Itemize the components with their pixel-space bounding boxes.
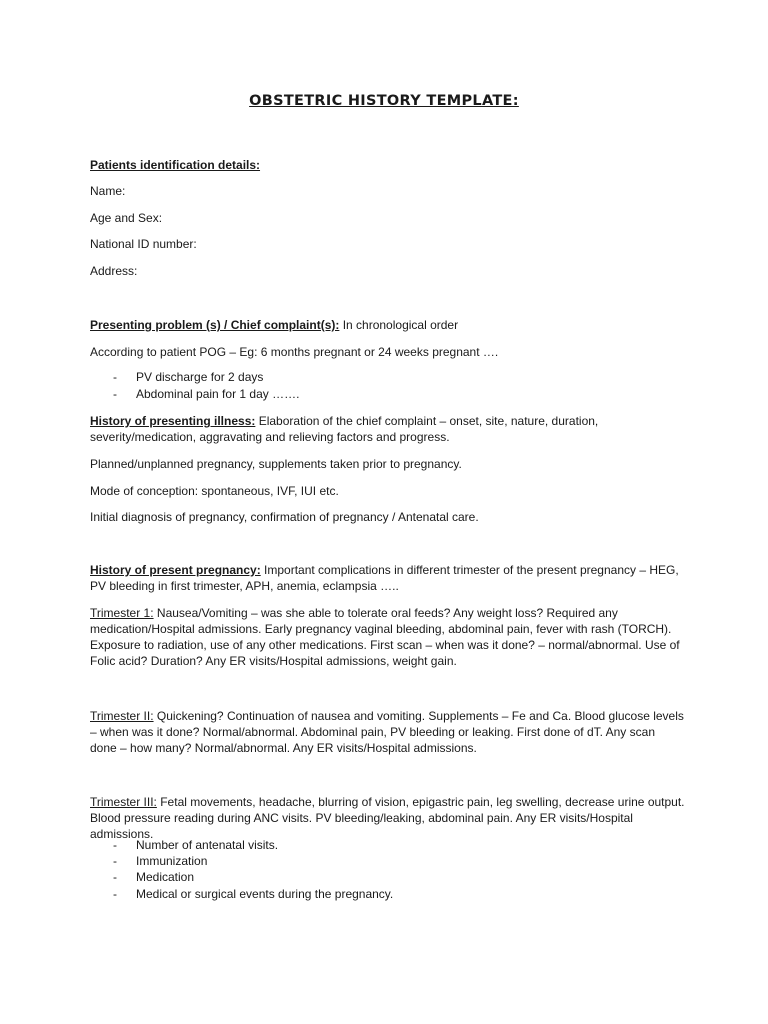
present-pregnancy-heading: History of present pregnancy:	[90, 563, 261, 577]
presenting-problem-heading: Presenting problem (s) / Chief complaint(s):	[90, 318, 340, 332]
bullet-marker: -	[113, 387, 117, 401]
bullet-marker: -	[113, 870, 117, 884]
pog-line: According to patient POG – Eg: 6 months pregnant or 24 weeks pregnant ….	[90, 345, 499, 359]
field-address: Address:	[90, 264, 138, 278]
field-national-id: National ID number:	[90, 237, 197, 251]
document-page: OBSTETRIC HISTORY TEMPLATE: Patients identification details: Name: Age and Sex: National ID number: Address: Presenting problem (s) / Chief complaint(s): In chronological order According to patient POG – Eg: 6 months pregnant or 24 weeks pregnant …. - PV discharge for 2 days - Abdominal pain for 1 day ……. History of presenting illness: Elaboration of the chief complaint – onset, site, nature, duration, severity/medication, aggravating and relieving factors and progress. Planned/unplanned pregnancy, supplements taken prior to pregnancy. Mode of conception: spontaneous, IVF, IUI etc. Initial diagnosis of pregnancy, confirmation of pregnancy / Antenatal care. History of present pregnancy: Important complications in different trimester of the present pregnancy – HEG, PV bleeding in first trimester, APH, anemia, eclampsia ….. Trimester 1: Nausea/Vomiting – was she able to tolerate oral feeds? Any weight loss? Required any medication/Hospital admissions. Early pregnancy vaginal bleeding, abdominal pain, fever with rash (TORCH). Exposure to radiation, use of any other medications. First scan – when was it done? – normal/abnormal. Use of Folic acid? Duration? Any ER visits/Hospital admissions, weight gain. Trimester II: Quickening? Continuation of nausea and vomiting. Supplements – Fe and Ca. Blood glucose levels – when was it done? Normal/abnormal. Abdominal pain, PV bleeding or leaking. First done of dT. Any scan done – how many? Normal/abnormal. Any ER visits/Hospital admissions. Trimester III: Fetal movements, headache, blurring of vision, epigastric pain, leg swelling, decrease urine output. Blood pressure reading during ANC visits. PV bleeding/leaking, abdominal pain. Any ER visits/Hospital admissions. - Number of antenatal visits. - Immunization - Medication - Medical or surgical events during the pregnancy.	[0, 0, 768, 1024]
hpi-heading: History of presenting illness:	[90, 414, 256, 428]
trimester-3-paragraph: Trimester III: Fetal movements, headache, blurring of vision, epigastric pain, leg swelling, decrease urine output. Blood pressure reading during ANC visits. PV bleeding/leaking, abdominal pain. Any ER visits/Hospital admissions.	[90, 795, 685, 841]
identification-heading: Patients identification details:	[90, 158, 261, 172]
trimester-3-label: Trimester III:	[90, 795, 157, 809]
field-age-sex: Age and Sex:	[90, 211, 163, 225]
conception-line: Mode of conception: spontaneous, IVF, IUI etc.	[90, 484, 339, 498]
bullet-marker: -	[113, 838, 117, 852]
presenting-problem-note: In chronological order	[339, 318, 459, 332]
present-pregnancy-paragraph: History of present pregnancy: Important complications in different trimester of the present pregnancy – HEG, PV bleeding in first trimester, APH, anemia, eclampsia …..	[90, 563, 679, 593]
document-title: OBSTETRIC HISTORY TEMPLATE:	[249, 93, 519, 109]
field-name: Name:	[90, 184, 126, 198]
trimester-2-label: Trimester II:	[90, 709, 154, 723]
trimester-1-label: Trimester 1:	[90, 606, 154, 620]
bullet-marker: -	[113, 887, 117, 901]
initial-diagnosis-line: Initial diagnosis of pregnancy, confirmation of pregnancy / Antenatal care.	[90, 510, 479, 524]
trimester-1-paragraph: Trimester 1: Nausea/Vomiting – was she able to tolerate oral feeds? Any weight loss? Required any medication/Hospital admissions. Early pregnancy vaginal bleeding, abdominal pain, fever with rash (TORCH). Exposure to radiation, use of any other medications. First scan – when was it done? – normal/abnormal. Use of Folic acid? Duration? Any ER visits/Hospital admissions, weight gain.	[90, 606, 680, 668]
hpi-paragraph: History of presenting illness: Elaboration of the chief complaint – onset, site, nature, duration, severity/medication, aggravating and relieving factors and progress.	[90, 414, 599, 444]
trimester-2-paragraph: Trimester II: Quickening? Continuation of nausea and vomiting. Supplements – Fe and Ca. Blood glucose levels – when was it done? Normal/abnormal. Abdominal pain, PV bleeding or leaking. First done of dT. Any scan done – how many? Normal/abnormal. Any ER visits/Hospital admissions.	[90, 709, 684, 755]
bullet-marker: -	[113, 370, 117, 384]
presenting-problem-line	[90, 317, 685, 333]
planned-pregnancy-line: Planned/unplanned pregnancy, supplements taken prior to pregnancy.	[90, 457, 462, 471]
bullet-marker: -	[113, 854, 117, 868]
